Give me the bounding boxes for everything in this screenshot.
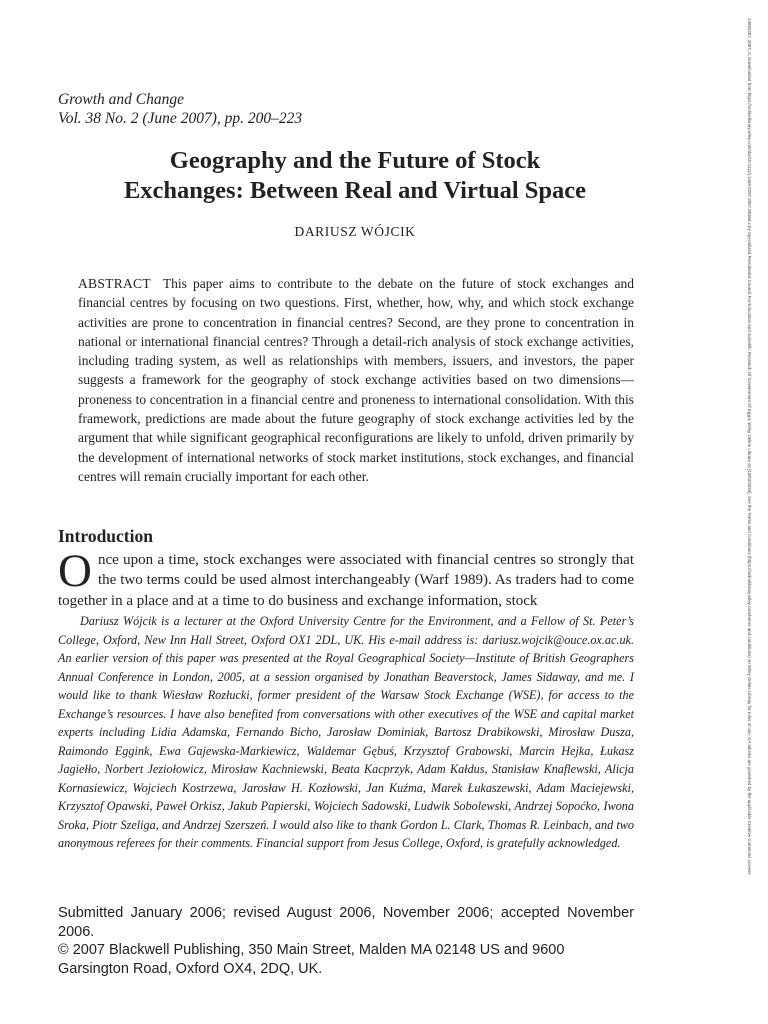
article-title bbox=[40, 146, 670, 206]
download-side-note bbox=[746, 18, 756, 1004]
download-side-note-text: 14682257, 2007, 2, Downloaded from https://onlinelibrary.wiley.com/doi/10.1111/j.1468-2257.2007.00365.x by Specialized Presidential Council For Education And Scientific Research Of Government Of Egypt, Wiley Online Library on [13/02/2025]. See the Terms and Conditions (https://onlinelibrary.wiley.com/terms-and-conditions) on Wiley Online Library for rules of use; OA articles are governed by the applicable Creative Commons License bbox=[747, 18, 752, 875]
abstract-label: ABSTRACT bbox=[78, 276, 151, 291]
article-title-line-2: Exchanges: Between Real and Virtual Space bbox=[123, 177, 587, 204]
copyright-line-2: Garsington Road, Oxford OX4, 2DQ, UK. bbox=[58, 960, 323, 977]
author-name: DARIUSZ WÓJCIK bbox=[294, 224, 416, 239]
journal-header bbox=[58, 90, 302, 128]
abstract bbox=[78, 274, 634, 486]
author-footnote: Dariusz Wójcik is a lecturer at the Oxford University Centre for the Environment, and a Fellow of St. Peter’s College, Oxford, New Inn Hall Street, Oxford OX1 2DL, UK. His e-mail address is: dariusz.wojcik@ouce.ox.ac.uk. An earlier version of this paper was presented at the Royal Geographical Society—Institute of British Geographers Annual Conference in London, 2005, at a session organised by Jonathan Beaverstock, James Sidaway, and me. I would like to thank Wiesław Rozłucki, former president of the Warsaw Stock Exchange (WSE), for access to the Exchange’s resources. I have also benefited from conversations with other executives of the WSE and capital market experts including Lidia Adamska, Fernando Bicho, Jarosław Dominiak, Bartosz Drabikowski, Mirosław Dusza, Raimondo Eggink, Ewa Gajewska-Markiewicz, Waldemar Gębuś, Krzysztof Grabowski, Marcin Hejka, Łukasz Jagiełło, Norbert Jeziołowicz, Mirosław Kachniewski, Beata Kacprzyk, Adam Kałdus, Stanisław Knaflewski, Alicja Kornasiewicz, Wojciech Kostrzewa, Jarosław H. Kozłowski, Jan Kuźma, Marek Łukaszewski, Adam Maciejewski, Krzysztof Opawski, Paweł Orkisz, Jakub Papierski, Wojciech Sadowski, Ludwik Sobolewski, Andrzej Sopoćko, Iwona Sroka, Piotr Szeliga, and Andrzej Szerszeń. I would also like to thank Gordon L. Clark, Thomas R. Leinbach, and two anonymous referees for their comments. Financial support from Jesus College, Oxford, is gratefully acknowledged. bbox=[58, 614, 634, 850]
introduction-heading: Introduction bbox=[58, 526, 153, 546]
drop-cap: O bbox=[58, 545, 92, 597]
introduction-paragraph bbox=[58, 545, 634, 611]
submission-history: Submitted January 2006; revised August 2006, November 2006; accepted November 2006. bbox=[58, 905, 634, 940]
copyright-notice bbox=[58, 941, 634, 978]
copyright-line-1: © 2007 Blackwell Publishing, 350 Main Street, Malden MA 02148 US and 9600 bbox=[58, 942, 565, 958]
abstract-text: This paper aims to contribute to the debate on the future of stock exchanges and financial centres by focusing on two questions. First, whether, how, why, and which stock exchange activities are prone to concentration in financial centres? Second, are they prone to concentration in national or international financial centres? Through a detail-rich analysis of stock exchange activities, including trading system, as well as relationships with members, issuers, and investors, the paper suggests a framework for the geography of stock exchange activities based on two dimensions—proneness to concentration in a financial centre and proneness to international consolidation. With this framework, predictions are made about the future geography of stock exchange activities led by the argument that while significant geographical reconfigurations are likely to unfold, driven primarily by the development of international networks of stock market institutions, stock exchanges, and financial centres will remain crucially important for each other. bbox=[78, 276, 634, 484]
journal-citation: Vol. 38 No. 2 (June 2007), pp. 200–223 bbox=[58, 110, 303, 127]
introduction-text: nce upon a time, stock exchanges were associated with financial centres so strongly that the two terms could be used almost interchangeably (Warf 1989). As traders had to come together in a place and at a time to do business and exchange information, stock bbox=[58, 552, 634, 609]
journal-name: Growth and Change bbox=[58, 91, 185, 108]
article-title-line-1: Geography and the Future of Stock bbox=[169, 147, 541, 174]
